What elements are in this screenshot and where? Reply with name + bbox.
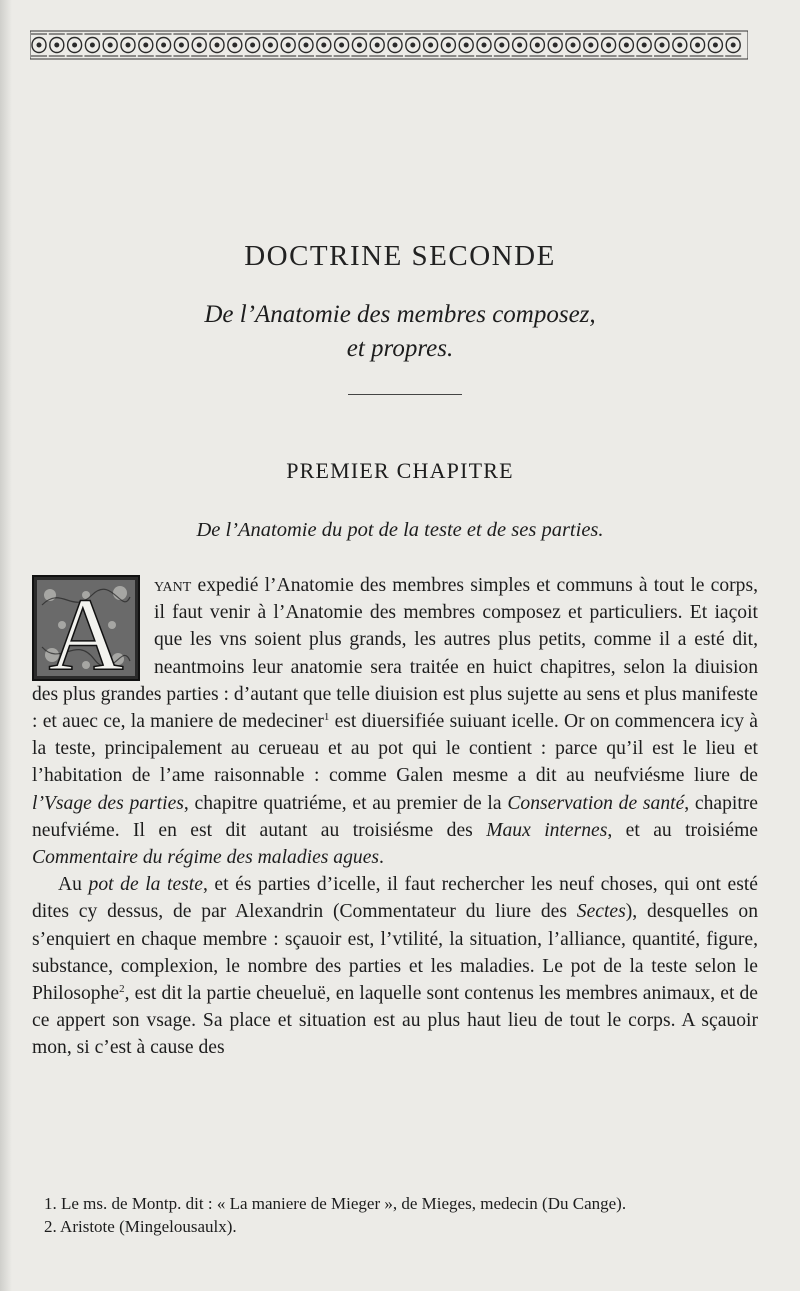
doctrine-subtitle-line2: et propres. <box>346 335 454 362</box>
paragraph-1 <box>32 572 758 871</box>
text-run: , et és parties d’icelle, il faut rechercher les neuf choses, qui ont esté dites cy dessus, de par Alexandrin (Commentateur du liure des <box>32 874 758 923</box>
doctrine-subtitle-line1: De l’Anatomie des membres composez, <box>204 301 596 328</box>
footnote-ref-1[interactable]: 1 <box>323 711 330 724</box>
italic-title: Maux internes <box>486 819 608 841</box>
footnotes <box>32 1192 758 1238</box>
drop-cap-space <box>32 572 154 678</box>
text-run: , est dit la partie cheueluë, en laquelle sont contenus les membres animaux, et de ce appert son vsage. Sa place et situation est au plus haut lieu de tout le corps. A sçauoir mon, si c’est à cause des <box>32 983 758 1059</box>
italic-title: Sectes <box>576 901 626 923</box>
doctrine-subtitle <box>0 298 800 366</box>
italic-term: pot de la teste <box>88 874 203 896</box>
chapter-title: PREMIER CHAPITRE <box>286 458 514 483</box>
section-divider <box>348 394 462 395</box>
text-run: . <box>379 847 384 869</box>
text-run: ), desquelles on s’enquiert en chaque membre : sçauoir est, l’vtilité, la situation, l’alliance, quantité, figure, substance, complexion, le nombre des parties et les maladies. Le pot de la teste selon le Philosophe <box>32 901 758 1005</box>
doctrine-title: DOCTRINE SECONDE <box>244 240 556 272</box>
paragraph-2 <box>32 871 758 1061</box>
text-run: Au <box>58 874 89 896</box>
italic-title: l’Vsage des parties <box>32 792 184 814</box>
text-run: , chapitre quatriéme, et au premier de la <box>183 792 508 814</box>
footnote-2: 2. Aristote (Mingelousaulx). <box>44 1217 237 1236</box>
italic-title: Conservation de santé <box>507 792 685 814</box>
page-edge-shadow <box>0 0 12 1291</box>
svg-text:A: A <box>48 577 124 681</box>
decorative-fleuron-band-icon <box>30 30 748 60</box>
text-run: , et au troisiéme <box>607 819 759 841</box>
opening-smallcaps: yant <box>154 575 192 596</box>
footnote-ref-2[interactable]: 2 <box>119 983 125 996</box>
chapter-subtitle: De l’Anatomie du pot de la teste et de ses parties. <box>196 519 604 541</box>
text-run: , chapitre neufviéme. Il en est dit autant au troisiésme des <box>32 792 759 841</box>
main-text <box>32 572 758 1062</box>
italic-title: Commentaire du régime des maladies agues <box>32 847 380 869</box>
footnote-1: 1. Le ms. de Montp. dit : « La maniere de Mieger », de Mieges, medecin (Du Cange). <box>44 1194 627 1213</box>
text-run: est diuersifiée suiuant icelle. Or on commencera icy à la teste, principalement au cerueau et au pot qui le contient : parce qu’il est le lieu et l’habitation de l’ame raisonnable : comme Galen mesme a dit au neufviésme liure de <box>32 711 758 787</box>
text-run: expedié l’Anatomie des membres simples et communs à tout le corps, il faut venir à l’Anatomie des membres composez et particuliers. Et iaçoit que les vns soient plus grands, les autres plus petits, comme il a esté dit, neantmoins leur anatomie sera traitée en huict chapitres, selon la diuision des plus grandes parties : d’autant que telle diuision est plus sujette au sens et plus manifeste : et auec ce, la maniere de medeciner <box>32 575 758 733</box>
